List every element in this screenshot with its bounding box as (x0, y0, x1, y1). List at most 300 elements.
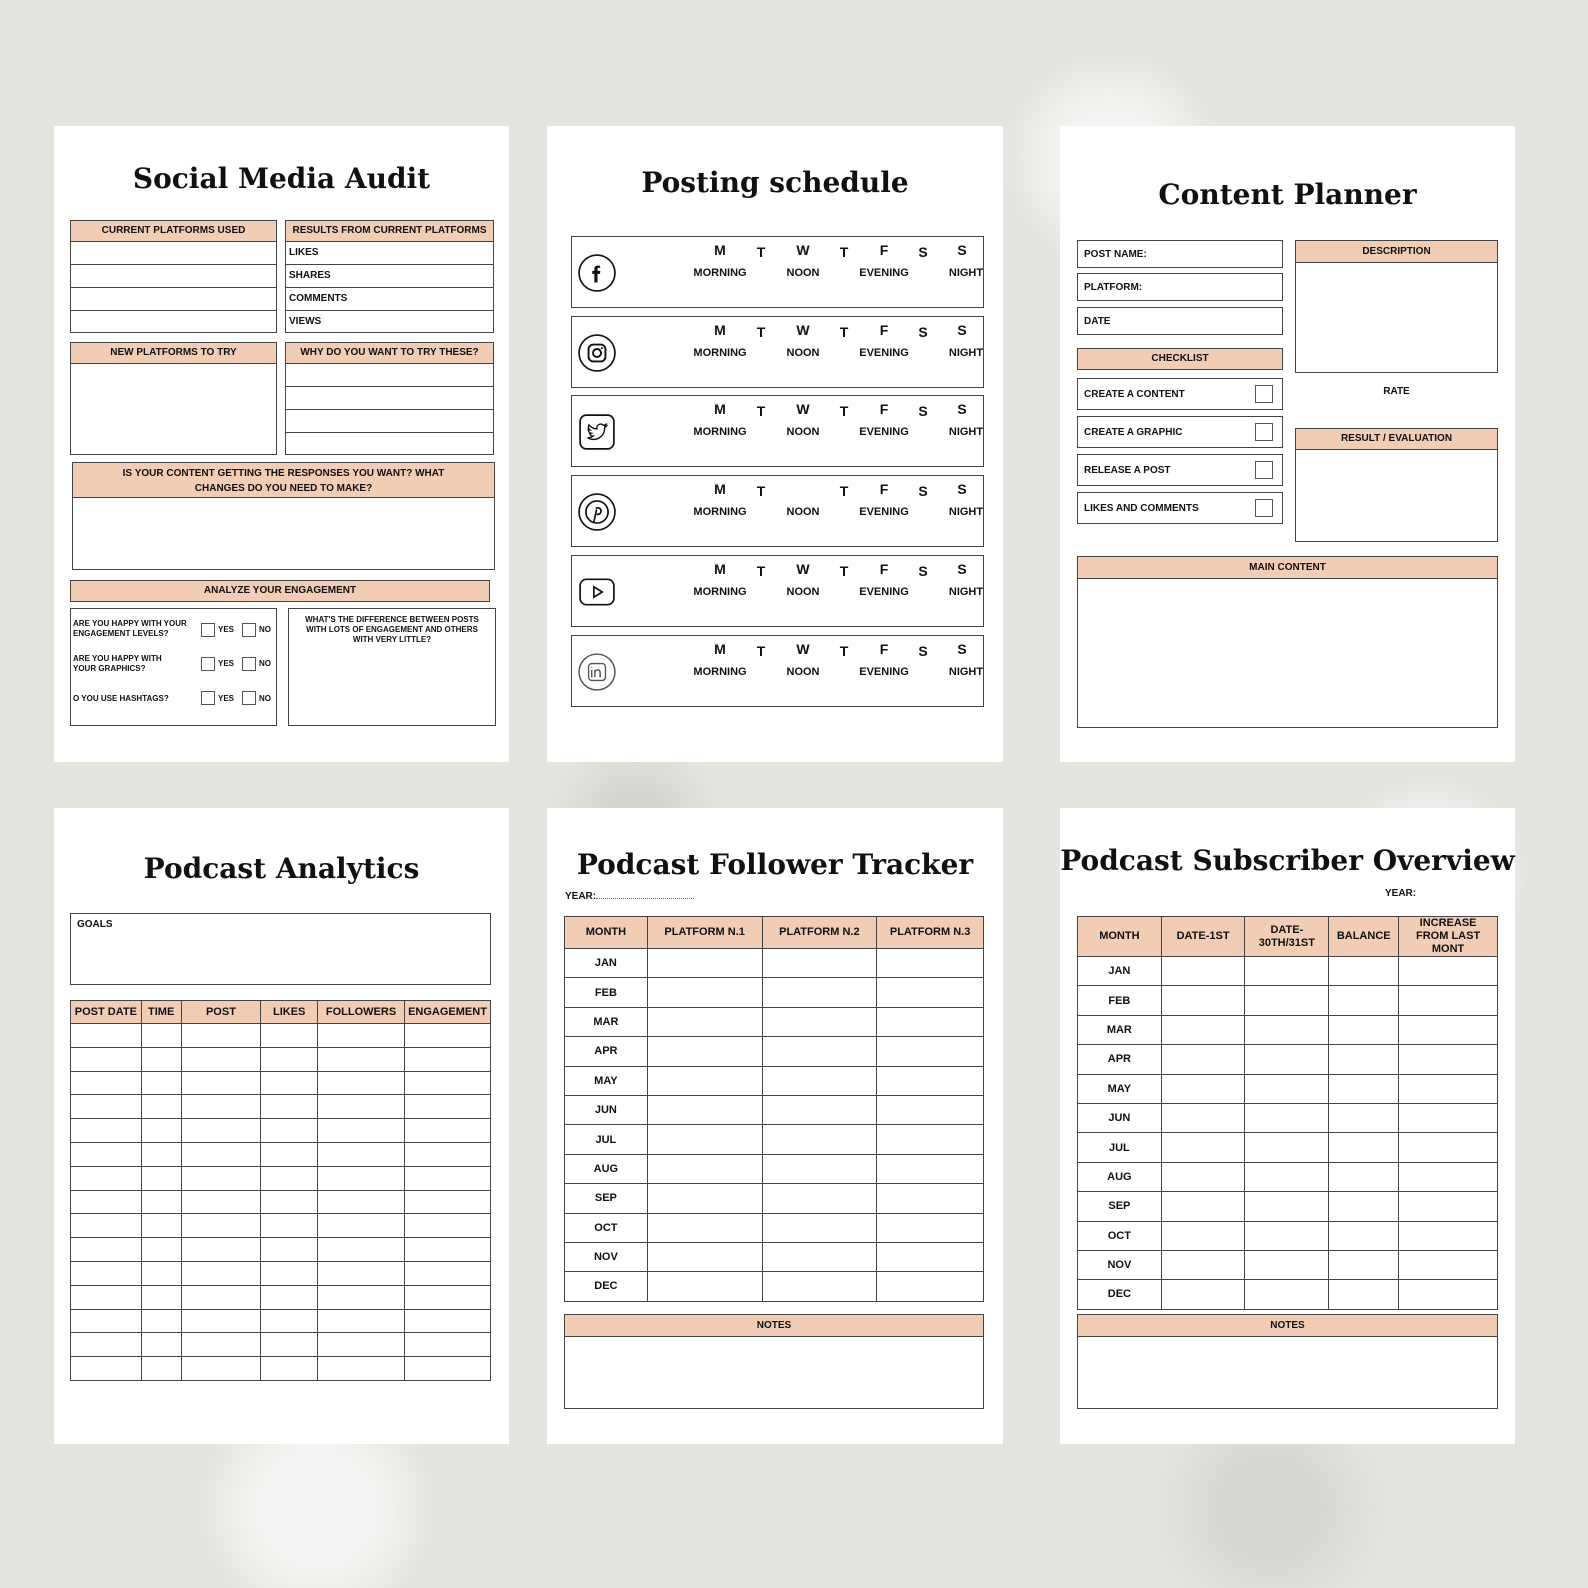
table-cell[interactable] (405, 1333, 491, 1357)
table-cell[interactable] (1161, 1015, 1245, 1044)
table-cell[interactable] (261, 1214, 318, 1238)
table-cell[interactable] (1245, 1221, 1329, 1250)
table-cell[interactable] (71, 1309, 142, 1333)
day-label: S (957, 560, 967, 577)
table-cell[interactable] (405, 1047, 491, 1071)
table-cell[interactable] (1245, 1103, 1329, 1132)
table-row (1078, 1015, 1498, 1044)
table-cell[interactable] (762, 1213, 877, 1242)
table-cell[interactable] (181, 1119, 261, 1143)
table-cell[interactable] (141, 1142, 181, 1166)
responses-answer-field[interactable] (72, 498, 495, 570)
table-cell[interactable] (71, 1238, 142, 1262)
table-cell[interactable] (762, 1037, 877, 1066)
table-cell[interactable] (647, 949, 762, 978)
table-cell[interactable] (141, 1166, 181, 1190)
table-cell[interactable] (1329, 1162, 1399, 1191)
checklist-checkbox[interactable] (1255, 423, 1273, 441)
day-label: T (839, 483, 849, 500)
table-cell[interactable] (1161, 1280, 1245, 1309)
day-label: S (957, 481, 967, 498)
day-label: S (918, 642, 928, 659)
table-cell[interactable] (318, 1190, 405, 1214)
table-cell[interactable] (647, 978, 762, 1007)
table-cell[interactable] (877, 1242, 984, 1271)
table-cell[interactable] (261, 1071, 318, 1095)
table-cell[interactable] (405, 1166, 491, 1190)
table-cell[interactable] (877, 1095, 984, 1124)
table-cell[interactable] (877, 1007, 984, 1036)
table-cell[interactable] (647, 1066, 762, 1095)
table-cell[interactable] (1329, 986, 1399, 1015)
table-cell[interactable] (1399, 1015, 1498, 1044)
table-row (71, 1166, 491, 1190)
table-cell[interactable] (1161, 1045, 1245, 1074)
table-cell[interactable] (877, 1184, 984, 1213)
why-row[interactable] (285, 364, 494, 387)
engagement-question: ARE YOU HAPPY WITH YOUR ENGAGEMENT LEVELS? (73, 619, 187, 638)
table-cell[interactable] (181, 1166, 261, 1190)
table-cell[interactable] (1245, 986, 1329, 1015)
table-cell[interactable] (405, 1119, 491, 1143)
time-label[interactable]: NIGHT (948, 346, 984, 359)
table-cell[interactable] (1329, 1074, 1399, 1103)
table-cell[interactable] (181, 1071, 261, 1095)
table-cell[interactable] (181, 1357, 261, 1381)
table-cell[interactable] (181, 1261, 261, 1285)
table-cell[interactable] (71, 1190, 142, 1214)
table-cell[interactable] (318, 1071, 405, 1095)
table-cell[interactable] (1245, 1280, 1329, 1309)
table-cell[interactable] (1329, 1280, 1399, 1309)
time-label[interactable]: NOON (786, 346, 820, 359)
table-cell[interactable] (405, 1071, 491, 1095)
column-header: ENGAGEMENT (405, 1001, 491, 1024)
platform-label: PLATFORM: (1084, 282, 1143, 293)
month-cell: FEB (565, 978, 648, 1007)
table-row (71, 1357, 491, 1381)
day-label: T (756, 244, 766, 260)
table-cell[interactable] (1245, 1250, 1329, 1279)
table-cell[interactable] (1161, 986, 1245, 1015)
day-label: W (796, 321, 810, 338)
table-cell[interactable] (71, 1261, 142, 1285)
time-label[interactable]: EVENING (859, 665, 909, 678)
post-name-field[interactable] (1077, 240, 1283, 268)
table-cell[interactable] (261, 1142, 318, 1166)
date-label: DATE (1084, 316, 1111, 327)
table-cell[interactable] (405, 1357, 491, 1381)
table-cell[interactable] (181, 1238, 261, 1262)
table-cell[interactable] (405, 1095, 491, 1119)
page-title: Content Planner (1158, 178, 1417, 211)
table-cell[interactable] (405, 1214, 491, 1238)
instagram-icon (578, 334, 616, 372)
year-field[interactable] (596, 890, 694, 899)
table-cell[interactable] (1161, 1133, 1245, 1162)
table-cell[interactable] (1329, 1192, 1399, 1221)
notes-header: NOTES (1077, 1314, 1498, 1337)
no-checkbox[interactable] (242, 657, 256, 671)
no-checkbox[interactable] (242, 691, 256, 705)
table-cell[interactable] (318, 1238, 405, 1262)
engagement-question: ARE YOU HAPPY WITH YOUR GRAPHICS? (73, 654, 162, 673)
table-cell[interactable] (141, 1285, 181, 1309)
table-row (71, 1119, 491, 1143)
day-label: F (879, 640, 889, 657)
yes-checkbox[interactable] (201, 623, 215, 637)
table-cell[interactable] (762, 1272, 877, 1301)
checklist-checkbox[interactable] (1255, 461, 1273, 479)
time-label[interactable]: NIGHT (948, 585, 984, 598)
table-cell[interactable] (1399, 1045, 1498, 1074)
new-platforms-header: NEW PLATFORMS TO TRY (70, 342, 277, 364)
day-label: F (879, 242, 889, 258)
table-cell[interactable] (762, 1007, 877, 1036)
table-cell[interactable] (1245, 1045, 1329, 1074)
table-row (71, 1024, 491, 1048)
responses-question-header: IS YOUR CONTENT GETTING THE RESPONSES YOU WANT? WHAT CHANGES DO YOU NEED TO MAKE? (72, 462, 495, 498)
table-cell[interactable] (877, 1154, 984, 1183)
table-cell[interactable] (261, 1285, 318, 1309)
table-cell[interactable] (261, 1166, 318, 1190)
time-label[interactable]: NOON (786, 665, 820, 678)
table-cell[interactable] (71, 1214, 142, 1238)
time-label[interactable]: EVENING (859, 426, 909, 439)
result-evaluation-header: RESULT / EVALUATION (1295, 428, 1498, 450)
checklist-checkbox[interactable] (1255, 385, 1273, 403)
table-cell[interactable] (71, 1333, 142, 1357)
table-cell[interactable] (877, 1272, 984, 1301)
table-cell[interactable] (261, 1190, 318, 1214)
table-cell[interactable] (1245, 1074, 1329, 1103)
time-label[interactable]: MORNING (693, 267, 747, 279)
table-cell[interactable] (405, 1261, 491, 1285)
table-cell[interactable] (318, 1095, 405, 1119)
table-cell[interactable] (405, 1238, 491, 1262)
table-cell[interactable] (141, 1357, 181, 1381)
month-cell: JUN (1078, 1103, 1162, 1132)
table-cell[interactable] (762, 1066, 877, 1095)
table-cell[interactable] (762, 1125, 877, 1154)
table-cell[interactable] (181, 1024, 261, 1048)
table-cell[interactable] (181, 1309, 261, 1333)
day-label: W (796, 401, 810, 418)
table-cell[interactable] (318, 1119, 405, 1143)
why-row[interactable] (285, 410, 494, 433)
table-cell[interactable] (318, 1166, 405, 1190)
table-cell[interactable] (141, 1261, 181, 1285)
table-cell[interactable] (141, 1119, 181, 1143)
time-label[interactable]: NIGHT (948, 267, 984, 279)
table-cell[interactable] (71, 1357, 142, 1381)
page-title: Podcast Follower Tracker (576, 848, 974, 881)
column-header: POST DATE (71, 1001, 142, 1024)
table-cell[interactable] (405, 1190, 491, 1214)
table-cell[interactable] (762, 1095, 877, 1124)
table-row (71, 1309, 491, 1333)
table-cell[interactable] (1399, 957, 1498, 986)
table-cell[interactable] (1161, 1074, 1245, 1103)
checklist-item-label: CREATE A GRAPHIC (1084, 427, 1183, 438)
month-cell: OCT (1078, 1221, 1162, 1250)
description-field[interactable] (1295, 263, 1498, 373)
table-cell[interactable] (877, 1066, 984, 1095)
date-field[interactable] (1077, 307, 1283, 335)
notes-field[interactable] (564, 1337, 984, 1409)
month-cell: JUL (565, 1125, 648, 1154)
table-cell[interactable] (71, 1119, 142, 1143)
time-label[interactable]: NOON (786, 585, 820, 598)
day-label: T (839, 323, 849, 340)
table-row (565, 1213, 984, 1242)
table-cell[interactable] (181, 1047, 261, 1071)
page-social-media-audit (54, 126, 509, 762)
schedule-row (571, 475, 984, 547)
page-posting-schedule (547, 126, 1003, 762)
schedule-row (571, 395, 984, 467)
day-label: T (839, 244, 849, 260)
table-cell[interactable] (318, 1285, 405, 1309)
result-evaluation-field[interactable] (1295, 450, 1498, 542)
table-cell[interactable] (1329, 1221, 1399, 1250)
table-cell[interactable] (1399, 1103, 1498, 1132)
table-cell[interactable] (405, 1024, 491, 1048)
table-cell[interactable] (1399, 1192, 1498, 1221)
table-cell[interactable] (318, 1333, 405, 1357)
description-header: DESCRIPTION (1295, 240, 1498, 263)
table-cell[interactable] (181, 1333, 261, 1357)
column-header: LIKES (261, 1001, 318, 1024)
table-cell[interactable] (1161, 1250, 1245, 1279)
table-cell[interactable] (141, 1095, 181, 1119)
table-cell[interactable] (405, 1285, 491, 1309)
table-cell[interactable] (1161, 1162, 1245, 1191)
time-label[interactable]: MORNING (693, 665, 747, 678)
time-label[interactable]: MORNING (693, 506, 747, 519)
month-cell: MAR (1078, 1015, 1162, 1044)
table-cell[interactable] (71, 1071, 142, 1095)
why-row[interactable] (285, 433, 494, 455)
month-cell: APR (565, 1037, 648, 1066)
table-cell[interactable] (261, 1119, 318, 1143)
table-cell[interactable] (647, 1272, 762, 1301)
table-cell[interactable] (141, 1190, 181, 1214)
checklist-item (1077, 454, 1283, 486)
time-label[interactable]: EVENING (859, 506, 909, 519)
table-cell[interactable] (1161, 957, 1245, 986)
table-row (1078, 1133, 1498, 1162)
time-label[interactable]: NIGHT (948, 506, 984, 519)
yes-checkbox[interactable] (201, 691, 215, 705)
time-label[interactable]: MORNING (693, 585, 747, 598)
table-cell[interactable] (1399, 1221, 1498, 1250)
table-cell[interactable] (318, 1214, 405, 1238)
table-cell[interactable] (318, 1357, 405, 1381)
table-cell[interactable] (141, 1214, 181, 1238)
table-cell[interactable] (181, 1190, 261, 1214)
table-row (565, 1154, 984, 1183)
table-cell[interactable] (71, 1047, 142, 1071)
table-cell[interactable] (261, 1357, 318, 1381)
table-cell[interactable] (1329, 1045, 1399, 1074)
table-cell[interactable] (647, 1154, 762, 1183)
why-row[interactable] (285, 387, 494, 410)
day-label: S (918, 483, 928, 500)
time-label[interactable]: EVENING (859, 267, 909, 279)
table-cell[interactable] (181, 1095, 261, 1119)
table-row (1078, 1192, 1498, 1221)
table-row (71, 1285, 491, 1309)
checklist-header: CHECKLIST (1077, 348, 1283, 370)
table-cell[interactable] (647, 1242, 762, 1271)
table-row (1078, 1162, 1498, 1191)
month-cell: MAY (1078, 1074, 1162, 1103)
table-cell[interactable] (181, 1214, 261, 1238)
table-cell[interactable] (1245, 1192, 1329, 1221)
schedule-row (571, 236, 984, 308)
day-label: T (839, 562, 849, 579)
time-label[interactable]: NOON (786, 506, 820, 519)
table-cell[interactable] (1329, 1015, 1399, 1044)
table-cell[interactable] (261, 1333, 318, 1357)
table-cell[interactable] (261, 1047, 318, 1071)
table-cell[interactable] (318, 1309, 405, 1333)
table-cell[interactable] (71, 1142, 142, 1166)
notes-field[interactable] (1077, 1337, 1498, 1409)
goals-field[interactable] (70, 913, 491, 985)
table-cell[interactable] (762, 1184, 877, 1213)
table-cell[interactable] (1399, 1074, 1498, 1103)
day-label: S (957, 640, 967, 657)
table-cell[interactable] (1161, 1221, 1245, 1250)
new-platforms-field[interactable] (70, 364, 277, 455)
table-cell[interactable] (141, 1333, 181, 1357)
table-cell[interactable] (1329, 1103, 1399, 1132)
table-cell[interactable] (1329, 1250, 1399, 1279)
table-cell[interactable] (71, 1024, 142, 1048)
table-cell[interactable] (877, 978, 984, 1007)
table-row (71, 1190, 491, 1214)
table-row (1078, 1280, 1498, 1309)
table-cell[interactable] (261, 1024, 318, 1048)
table-cell[interactable] (647, 1095, 762, 1124)
table-cell[interactable] (141, 1309, 181, 1333)
engagement-difference-question: WHAT'S THE DIFFERENCE BETWEEN POSTS WITH LOTS OF ENGAGEMENT AND OTHERS WITH VERY LITTLE? (305, 615, 479, 644)
table-cell[interactable] (647, 1037, 762, 1066)
table-cell[interactable] (877, 1125, 984, 1154)
table-cell[interactable] (1399, 1162, 1498, 1191)
yes-checkbox[interactable] (201, 657, 215, 671)
table-cell[interactable] (1161, 1192, 1245, 1221)
yes-label: YES (218, 659, 235, 668)
page-subscriber-overview (1060, 808, 1515, 1444)
time-label[interactable]: NIGHT (948, 426, 984, 439)
table-cell[interactable] (141, 1024, 181, 1048)
checklist-checkbox[interactable] (1255, 499, 1273, 517)
table-cell[interactable] (1161, 1103, 1245, 1132)
table-cell[interactable] (1245, 1162, 1329, 1191)
time-label[interactable]: EVENING (859, 585, 909, 598)
table-cell[interactable] (71, 1166, 142, 1190)
table-cell[interactable] (1245, 1015, 1329, 1044)
column-header: DATE-30TH/31ST (1245, 917, 1329, 957)
table-cell[interactable] (318, 1024, 405, 1048)
table-cell[interactable] (1399, 986, 1498, 1015)
engagement-difference-field[interactable] (288, 608, 496, 726)
current-platforms-row[interactable] (70, 242, 277, 265)
table-cell[interactable] (762, 1242, 877, 1271)
current-platforms-row[interactable] (70, 311, 277, 333)
table-cell[interactable] (1245, 957, 1329, 986)
table-row (565, 1037, 984, 1066)
table-cell[interactable] (405, 1142, 491, 1166)
table-cell[interactable] (877, 949, 984, 978)
time-label[interactable]: MORNING (693, 426, 747, 439)
table-cell[interactable] (1329, 1133, 1399, 1162)
table-cell[interactable] (261, 1095, 318, 1119)
table-cell[interactable] (261, 1238, 318, 1262)
table-cell[interactable] (1329, 957, 1399, 986)
table-cell[interactable] (71, 1285, 142, 1309)
current-platforms-row[interactable] (70, 265, 277, 288)
table-cell[interactable] (1245, 1133, 1329, 1162)
time-label[interactable]: MORNING (693, 346, 747, 359)
table-row (71, 1333, 491, 1357)
table-cell[interactable] (141, 1047, 181, 1071)
table-cell[interactable] (181, 1285, 261, 1309)
table-row (71, 1071, 491, 1095)
no-checkbox[interactable] (242, 623, 256, 637)
table-cell[interactable] (318, 1142, 405, 1166)
table-cell[interactable] (647, 1007, 762, 1036)
table-cell[interactable] (405, 1309, 491, 1333)
column-header: POST (181, 1001, 261, 1024)
table-cell[interactable] (877, 1213, 984, 1242)
time-label[interactable]: NOON (786, 426, 820, 439)
main-content-field[interactable] (1077, 579, 1498, 728)
table-row (565, 1125, 984, 1154)
table-cell[interactable] (647, 1184, 762, 1213)
table-cell[interactable] (762, 978, 877, 1007)
current-platforms-row[interactable] (70, 288, 277, 311)
table-cell[interactable] (181, 1142, 261, 1166)
table-cell[interactable] (318, 1047, 405, 1071)
column-header: MONTH (1078, 917, 1162, 957)
table-cell[interactable] (877, 1037, 984, 1066)
platform-field[interactable] (1077, 273, 1283, 301)
table-cell[interactable] (647, 1125, 762, 1154)
table-cell[interactable] (261, 1309, 318, 1333)
table-cell[interactable] (141, 1071, 181, 1095)
table-cell[interactable] (1399, 1280, 1498, 1309)
time-label[interactable]: EVENING (859, 346, 909, 359)
day-label: S (957, 321, 967, 338)
table-cell[interactable] (647, 1213, 762, 1242)
table-cell[interactable] (141, 1238, 181, 1262)
table-cell[interactable] (1399, 1250, 1498, 1279)
table-row (565, 1095, 984, 1124)
table-cell[interactable] (318, 1261, 405, 1285)
table-cell[interactable] (261, 1261, 318, 1285)
table-cell[interactable] (762, 1154, 877, 1183)
table-cell[interactable] (762, 949, 877, 978)
table-cell[interactable] (1399, 1133, 1498, 1162)
time-label[interactable]: NOON (786, 267, 820, 279)
time-label[interactable]: NIGHT (948, 665, 984, 678)
month-cell: MAY (565, 1066, 648, 1095)
table-cell[interactable] (71, 1095, 142, 1119)
